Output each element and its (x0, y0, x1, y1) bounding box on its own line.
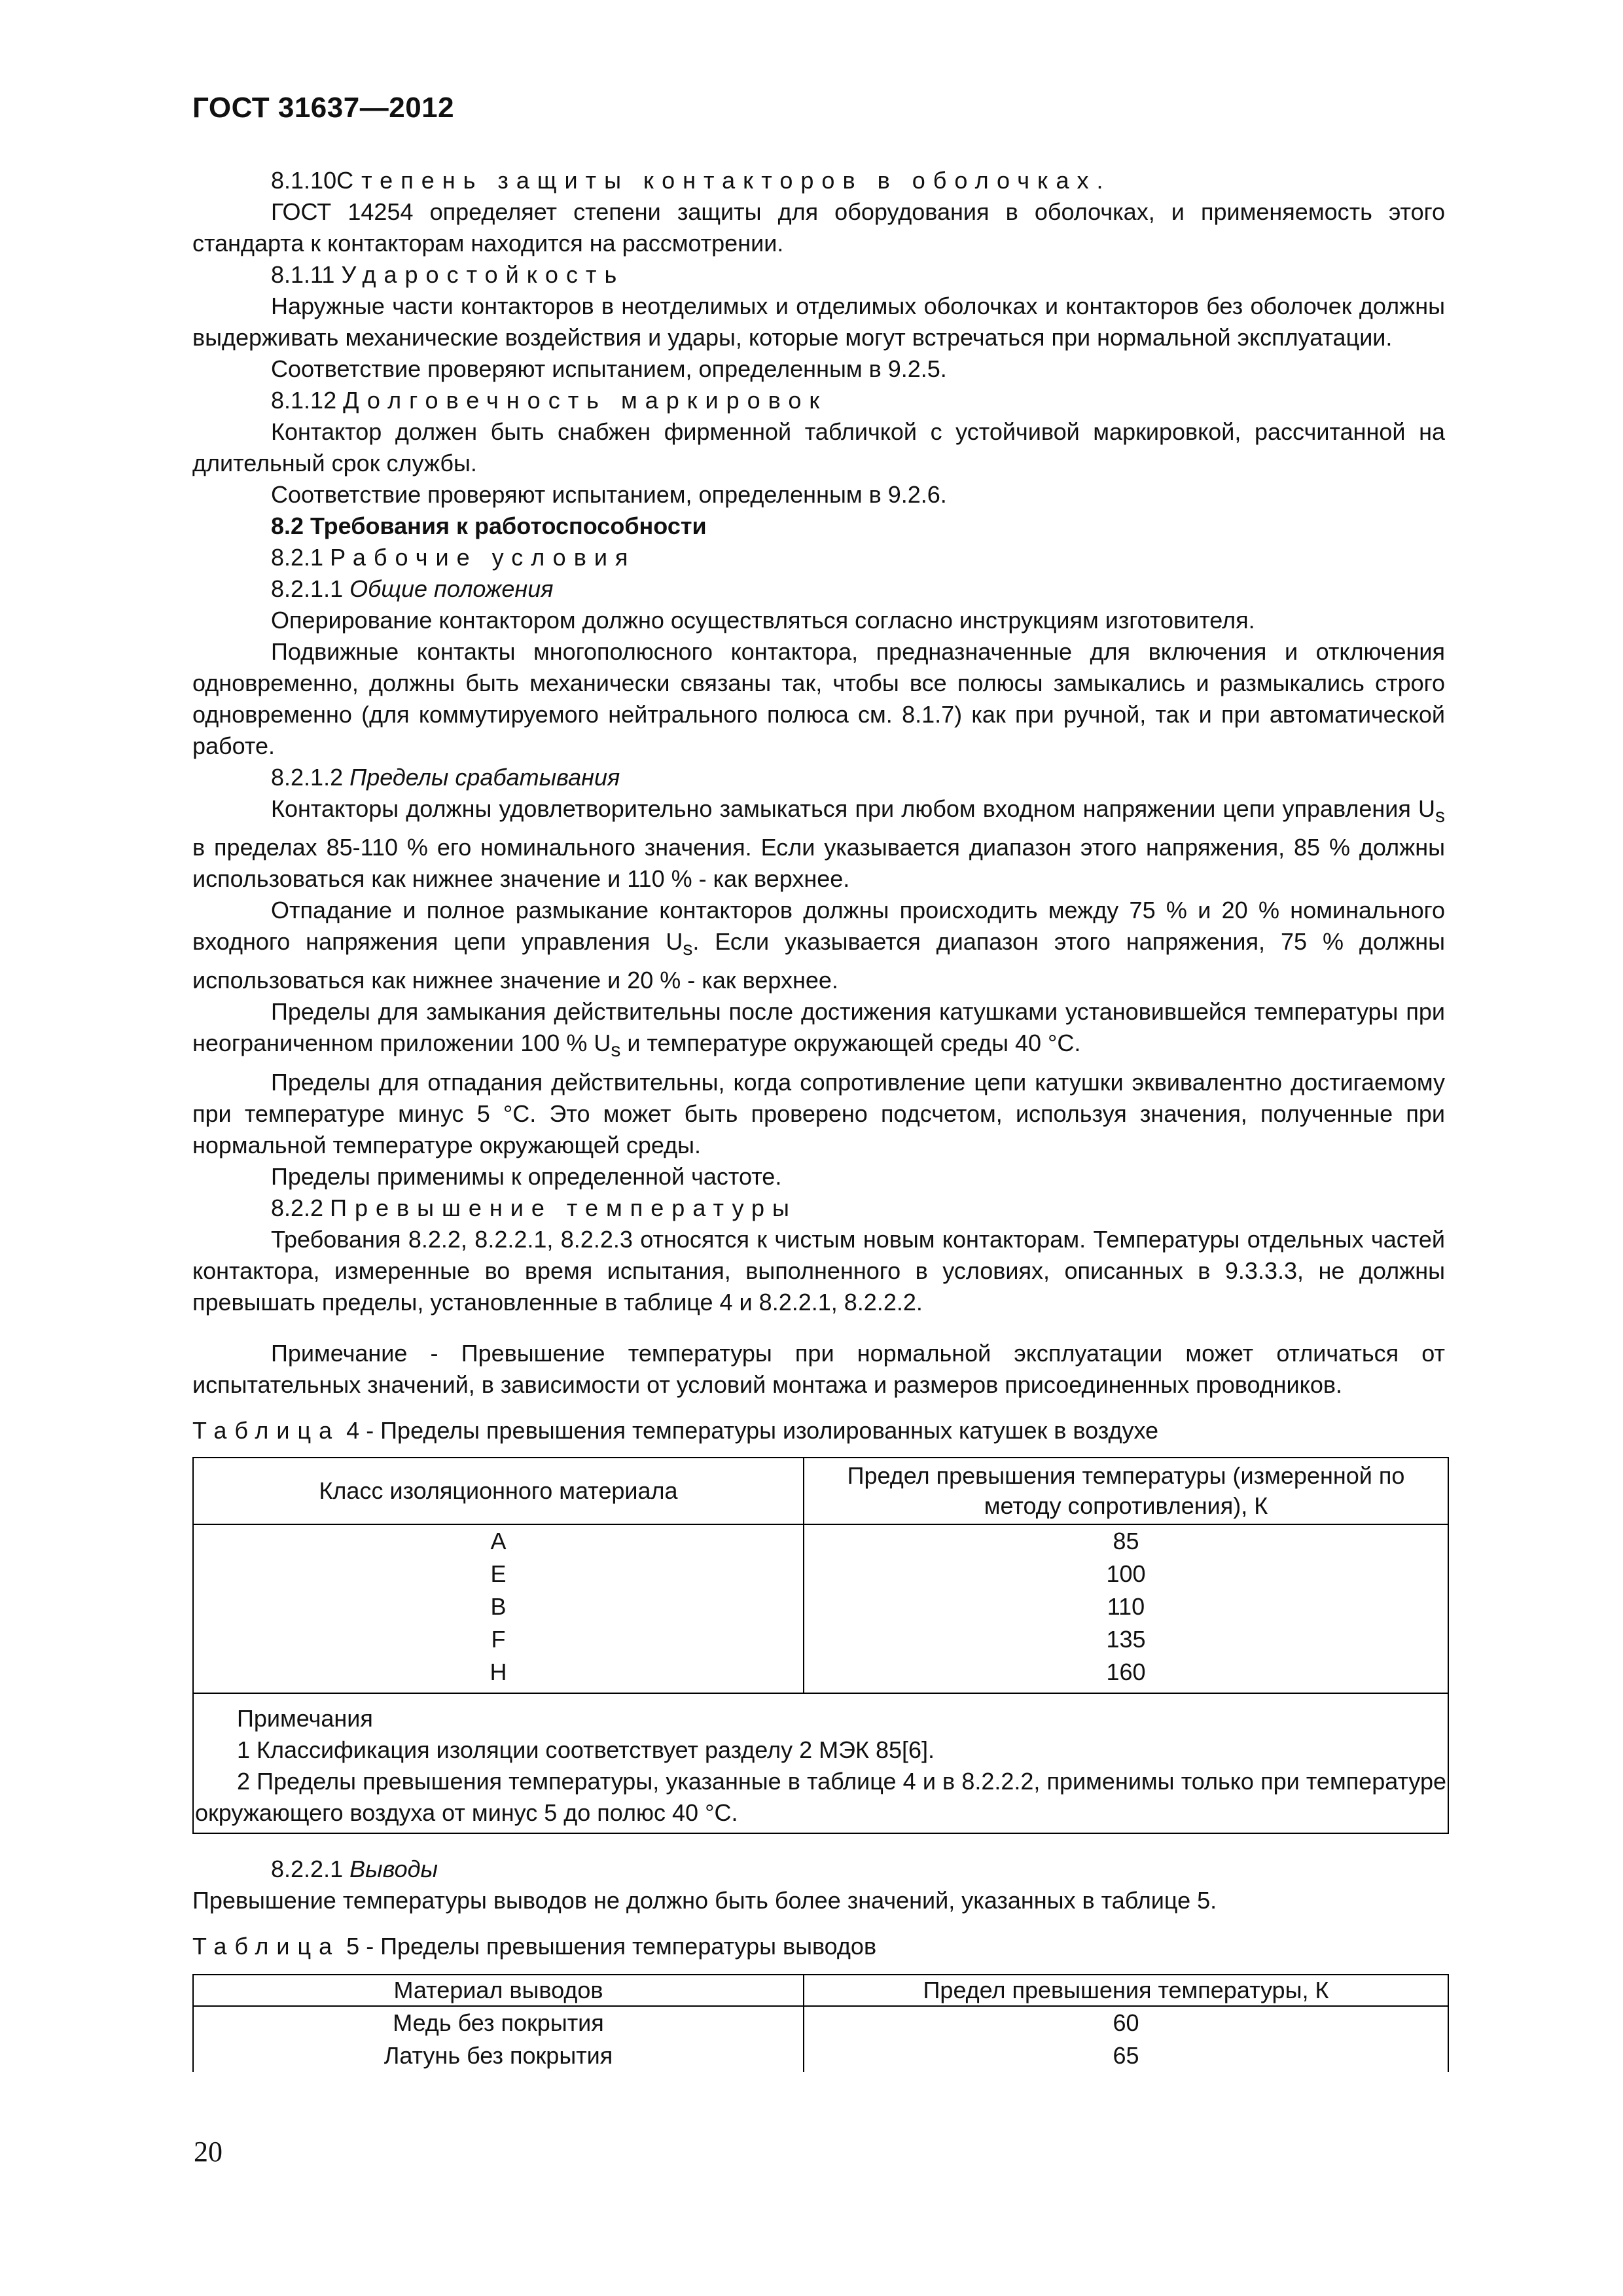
column-header: Материал выводов (193, 1975, 804, 2006)
table-cell: 160 (804, 1656, 1448, 1693)
subscript: s (683, 938, 693, 960)
paragraph: Подвижные контакты многополюсного контактора, предназначенные для включения и отключения одновременно, должны быть механически связаны так, чтобы все полюсы замыкались и размыкались строго одновременно (для коммутируемого нейтрального полюса см. 8.1.7) как при ручной, так и при автоматической работе. (192, 638, 1445, 759)
paragraph (192, 793, 1445, 895)
clause-8-1-12-heading (192, 385, 1445, 416)
text-run: в пределах 85-110 % его номинального значения. Если указывается диапазон этого напряжения, 85 % должны использоваться как нижнее значение и 110 % - как верхнее. (192, 834, 1445, 893)
text-run: и температуре окружающей среды 40 °С. (620, 1030, 1081, 1057)
note-item: 2 Пределы превышения температуры, указанные в таблице 4 и в 8.2.2.2, применимы только при температуре окружающего воздуха от минус 5 до полюс 40 °С. (195, 1767, 1446, 1826)
note: Примечание - Превышение температуры при нормальной эксплуатации может отличаться от испытательных значений, в зависимости от условий монтажа и размеров присоединенных проводников. (192, 1339, 1445, 1398)
text-run: Отпадание и полное размыкание контакторов должны происходить между 75 % и 20 % номинального входного напряжения цепи управления U (192, 897, 1445, 956)
table-4 (192, 1457, 1449, 1834)
table-cell: F (193, 1623, 804, 1656)
clause-8-2-1-heading (192, 542, 1445, 573)
text-run: Контакторы должны удовлетворительно замыкаться при любом входном напряжении цепи управления U (271, 795, 1435, 822)
table-label: Таблица (192, 1932, 340, 1960)
paragraph (192, 895, 1445, 996)
subscript: s (611, 1039, 621, 1062)
clause-number: 8.2.1 (271, 544, 324, 571)
table-notes-row (193, 1693, 1448, 1833)
table-cell: Е (193, 1558, 804, 1590)
clause-8-2-1-2-heading (192, 762, 1445, 793)
clause-number: 8.1.10 (271, 167, 337, 194)
table-header-row (193, 1975, 1448, 2006)
paragraph: Соответствие проверяют испытанием, определенным в 9.2.5. (271, 355, 947, 382)
clause-number: 8.2.2 (271, 1194, 324, 1221)
document-page (192, 92, 1445, 2072)
table-row (193, 1590, 1448, 1623)
table-cell: А (193, 1524, 804, 1558)
subscript: s (1435, 805, 1445, 827)
paragraph: Соответствие проверяют испытанием, определенным в 9.2.6. (271, 481, 947, 508)
table-cell: 100 (804, 1558, 1448, 1590)
table-caption-text: 4 - Пределы превышения температуры изолированных катушек в воздухе (346, 1416, 1159, 1444)
paragraph (192, 996, 1445, 1066)
table-row (193, 1656, 1448, 1693)
notes-title: Примечания (237, 1704, 373, 1732)
table-row (193, 2006, 1448, 2039)
table-row (193, 1623, 1448, 1656)
clause-8-2-1-1-heading (192, 573, 1445, 605)
column-header: Класс изоляционного материала (193, 1458, 804, 1524)
table-cell: 60 (804, 2006, 1448, 2039)
table-notes (193, 1693, 1448, 1833)
text-run: Пределы для замыкания действительны после достижения катушками установившейся температуры при неограниченном приложении 100 % U (192, 998, 1445, 1057)
text-run: . Если указывается диапазон этого напряжения, 75 % должны использоваться как нижнее значение и 20 % - как верхнее. (192, 928, 1445, 994)
table-cell: 85 (804, 1524, 1448, 1558)
clause-title: Выводы (349, 1855, 438, 1882)
table-row (193, 1558, 1448, 1590)
table-cell: 110 (804, 1590, 1448, 1623)
table-5-caption (192, 1931, 1445, 1962)
paragraph: Требования 8.2.2, 8.2.2.1, 8.2.2.3 относятся к чистым новым контакторам. Температуры отдельных частей контактора, измеренные во время испытания, выполненного в условиях, описанных в 9.3.3.3, не должны превышать пределы, установленные в таблице 4 и 8.2.2.1, 8.2.2.2. (192, 1225, 1445, 1316)
clause-number: 8.2.1.2 (271, 764, 344, 791)
clause-title: Ударостойкость (341, 261, 625, 288)
table-header-row (193, 1458, 1448, 1524)
table-row (193, 2039, 1448, 2072)
clause-title: Превышение температуры (330, 1194, 797, 1221)
note-item: 1 Классификация изоляции соответствует разделу 2 МЭК 85[6]. (237, 1736, 935, 1763)
table-cell: В (193, 1590, 804, 1623)
column-header: Предел превышения температуры, К (804, 1975, 1448, 2006)
clause-title: Степень защиты контакторов в оболочках. (336, 167, 1111, 194)
clause-title: Рабочие условия (330, 544, 636, 571)
clause-8-1-11-heading (192, 259, 1445, 291)
paragraph: Пределы применимы к определенной частоте. (271, 1162, 782, 1190)
clause-number: 8.1.12 (271, 387, 337, 414)
paragraph: Оперирование контактором должно осуществляться согласно инструкциям изготовителя. (271, 607, 1255, 634)
paragraph: Контактор должен быть снабжен фирменной табличкой с устойчивой маркировкой, рассчитанной на длительный срок службы. (192, 418, 1445, 476)
table-cell: 65 (804, 2039, 1448, 2072)
table-cell: Н (193, 1656, 804, 1693)
table-cell: Медь без покрытия (193, 2006, 804, 2039)
table-cell: 135 (804, 1623, 1448, 1656)
paragraph: Наружные части контакторов в неотделимых и отделимых оболочках и контакторов без оболочек должны выдерживать механические воздействия и удары, которые могут встречаться при нормальной эксплуатации. (192, 293, 1445, 351)
page-number: 20 (194, 2136, 223, 2168)
standard-header: ГОСТ 31637—2012 (192, 92, 455, 124)
clause-title: Долговечность маркировок (343, 387, 828, 414)
clause-number: 8.2.2.1 (271, 1855, 344, 1882)
clause-8-2-2-1-heading (192, 1854, 1445, 1885)
clause-title: Пределы срабатывания (349, 764, 620, 791)
paragraph: Пределы для отпадания действительны, когда сопротивление цепи катушки эквивалентно достигаемому при температуре минус 5 °С. Это может быть проверено подсчетом, используя значения, полученные при нормальной температуре окружающей среды. (192, 1068, 1445, 1158)
table-label: Таблица (192, 1416, 340, 1444)
clause-title: Общие положения (349, 575, 554, 602)
table-cell: Латунь без покрытия (193, 2039, 804, 2072)
paragraph: Превышение температуры выводов не должно быть более значений, указанных в таблице 5. (192, 1886, 1217, 1914)
clause-number: 8.1.11 (271, 261, 335, 288)
table-4-caption (192, 1415, 1445, 1446)
table-caption-text: 5 - Пределы превышения температуры выводов (346, 1932, 877, 1960)
table-row (193, 1524, 1448, 1558)
section-8-2-heading: 8.2 Требования к работоспособности (271, 512, 707, 539)
paragraph: ГОСТ 14254 определяет степени защиты для оборудования в оболочках, и применяемость этого стандарта к контакторам находится на рассмотрении. (192, 198, 1445, 257)
column-header: Предел превышения температуры (измеренной по методу сопротивления), К (804, 1458, 1448, 1524)
clause-8-2-2-heading (192, 1193, 1445, 1224)
table-5 (192, 1974, 1449, 2072)
clause-number: 8.2.1.1 (271, 575, 344, 602)
clause-8-1-10-heading (192, 165, 1445, 196)
